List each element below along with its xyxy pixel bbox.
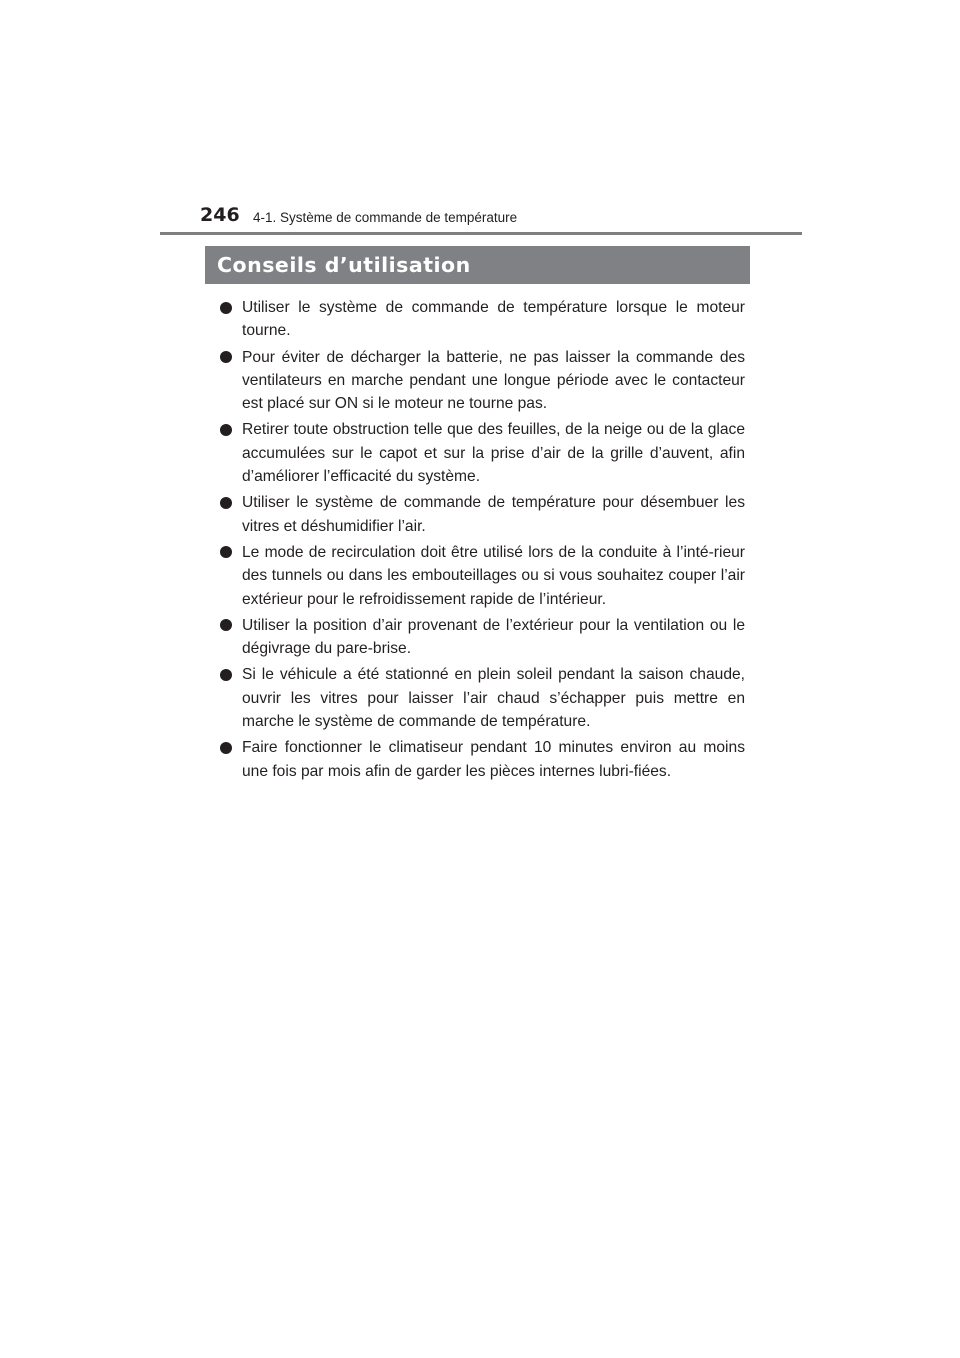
tip-text: Si le véhicule a été stationné en plein soleil pendant la saison chaude, ouvrir les vitres pour laisser l’air chaud s’échapper puis mettre en marche le système de commande de température.	[242, 666, 745, 731]
list-item	[218, 418, 745, 488]
header-divider	[160, 232, 802, 235]
bullet-icon	[220, 497, 232, 509]
section-title-bar	[205, 246, 750, 284]
bullet-icon	[220, 742, 232, 754]
section-title: Conseils d’utilisation	[217, 253, 471, 277]
tip-text: Utiliser le système de commande de température pour désembuer les vitres et déshumidifier l’air.	[242, 494, 745, 535]
page-header	[160, 204, 802, 232]
list-item	[218, 491, 745, 538]
page-number: 246	[200, 204, 240, 226]
list-item	[218, 736, 745, 783]
tip-text: Le mode de recirculation doit être utilisé lors de la conduite à l’inté-rieur des tunnels ou dans les embouteillages ou si vous souhaitez couper l’air extérieur pour le refroidissement rapide de l’intérieur.	[242, 543, 745, 608]
bullet-icon	[220, 424, 232, 436]
list-item	[218, 346, 745, 416]
tip-text: Utiliser le système de commande de température lorsque le moteur tourne.	[242, 299, 745, 340]
bullet-icon	[220, 619, 232, 631]
tips-list	[218, 296, 745, 786]
bullet-icon	[220, 546, 232, 558]
bullet-icon	[220, 669, 232, 681]
list-item	[218, 296, 745, 343]
list-item	[218, 663, 745, 733]
bullet-icon	[220, 351, 232, 363]
bullet-icon	[220, 302, 232, 314]
tip-text: Faire fonctionner le climatiseur pendant 10 minutes environ au moins une fois par mois afin de garder les pièces internes lubri-fiées.	[242, 739, 745, 780]
list-item	[218, 614, 745, 661]
list-item	[218, 541, 745, 611]
tip-text: Utiliser la position d’air provenant de l’extérieur pour la ventilation ou le dégivrage du pare-brise.	[242, 616, 745, 658]
tip-text: Retirer toute obstruction telle que des feuilles, de la neige ou de la glace accumulées sur le capot et sur la prise d’air de la grille d’auvent, afin d’améliorer l’efficacité du système.	[242, 421, 745, 486]
section-label: 4-1. Système de commande de température	[253, 210, 518, 225]
tip-text: Pour éviter de décharger la batterie, ne pas laisser la commande des ventilateurs en marche pendant une longue période avec le contacteur est placé sur ON si le moteur ne tourne pas.	[242, 348, 745, 413]
